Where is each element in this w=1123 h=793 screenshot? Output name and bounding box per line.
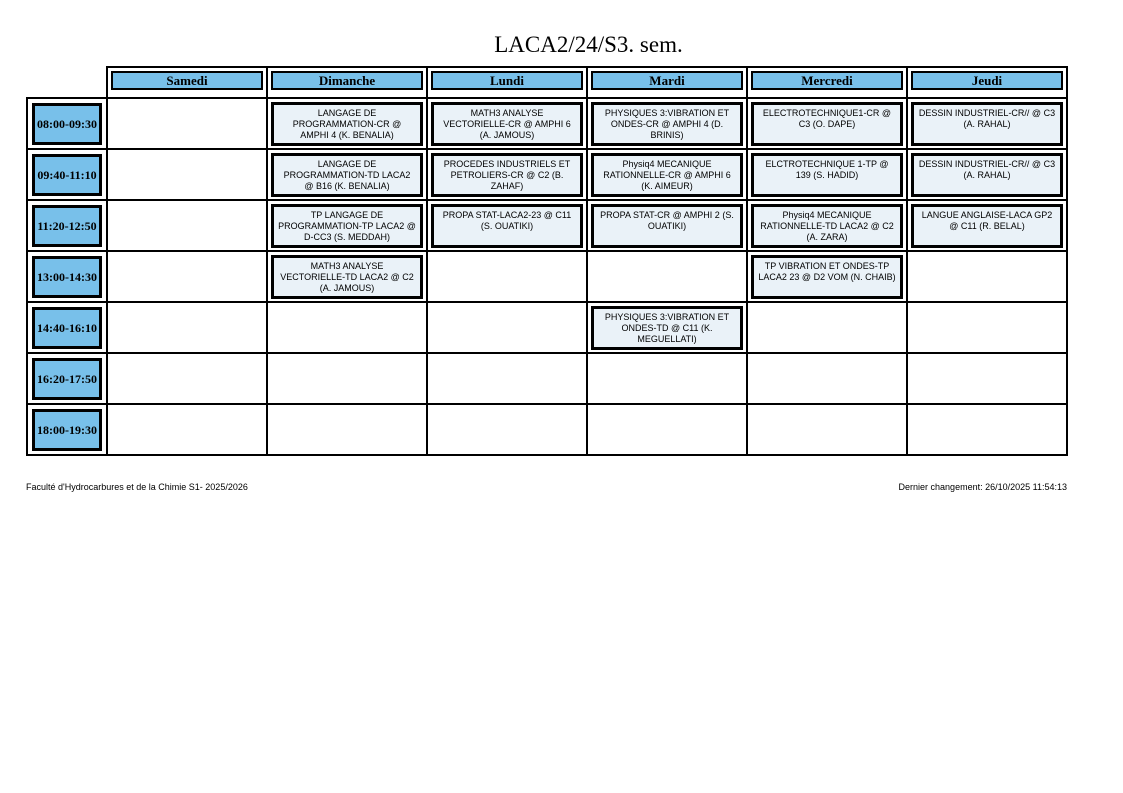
schedule-cell [747,353,907,404]
schedule-cell[interactable] [587,98,747,149]
course-entry[interactable]: LANGAGE DE PROGRAMMATION-TD LACA2 @ B16 (K. BENALIA) [271,153,423,197]
time-label: 09:40-11:10 [32,154,102,196]
time-slot-row [27,98,1067,149]
schedule-cell [747,404,907,455]
schedule-cell [107,302,267,353]
time-cell [27,98,107,149]
schedule-cell [907,404,1067,455]
time-cell [27,251,107,302]
schedule-cell[interactable] [427,98,587,149]
schedule-cell [107,353,267,404]
course-entry[interactable]: LANGUE ANGLAISE-LACA GP2 @ C11 (R. BELAL) [911,204,1063,248]
schedule-cell[interactable] [747,251,907,302]
schedule-cell[interactable] [267,251,427,302]
schedule-cell [587,251,747,302]
day-label: Samedi [111,71,263,90]
course-entry[interactable]: ELECTROTECHNIQUE1-CR @ C3 (O. DAPE) [751,102,903,146]
schedule-cell [107,251,267,302]
day-header-jeudi [907,67,1067,98]
time-label: 08:00-09:30 [32,103,102,145]
course-entry[interactable]: PHYSIQUES 3:VIBRATION ET ONDES-CR @ AMPHI 4 (D. BRINIS) [591,102,743,146]
time-cell [27,149,107,200]
schedule-cell[interactable] [747,98,907,149]
course-entry[interactable]: DESSIN INDUSTRIEL-CR// @ C3 (A. RAHAL) [911,102,1063,146]
day-label: Lundi [431,71,583,90]
schedule-cell[interactable] [907,98,1067,149]
course-entry[interactable]: DESSIN INDUSTRIEL-CR// @ C3 (A. RAHAL) [911,153,1063,197]
schedule-cell [907,302,1067,353]
course-entry[interactable]: MATH3 ANALYSE VECTORIELLE-TD LACA2 @ C2 (A. JAMOUS) [271,255,423,299]
time-slot-row [27,200,1067,251]
time-cell [27,200,107,251]
day-header-lundi [427,67,587,98]
course-entry[interactable]: TP VIBRATION ET ONDES-TP LACA2 23 @ D2 VOM (N. CHAIB) [751,255,903,299]
schedule-cell[interactable] [907,200,1067,251]
course-entry[interactable]: TP LANGAGE DE PROGRAMMATION-TP LACA2 @ D-CC3 (S. MEDDAH) [271,204,423,248]
schedule-cell[interactable] [427,200,587,251]
time-cell [27,404,107,455]
day-label: Jeudi [911,71,1063,90]
day-header-samedi [107,67,267,98]
course-entry[interactable]: PROPA STAT-LACA2-23 @ C11 (S. OUATIKI) [431,204,583,248]
time-cell [27,353,107,404]
time-label: 11:20-12:50 [32,205,102,247]
schedule-cell [747,302,907,353]
schedule-cell [107,404,267,455]
schedule-cell [427,302,587,353]
time-slot-row [27,353,1067,404]
day-label: Dimanche [271,71,423,90]
course-entry[interactable]: PROCEDES INDUSTRIELS ET PETROLIERS-CR @ C2 (B. ZAHAF) [431,153,583,197]
day-header-dimanche [267,67,427,98]
course-entry[interactable]: Physiq4 MECANIQUE RATIONNELLE-TD LACA2 @ C2 (A. ZARA) [751,204,903,248]
time-label: 16:20-17:50 [32,358,102,400]
schedule-cell[interactable] [267,200,427,251]
schedule-cell [427,353,587,404]
schedule-cell [107,98,267,149]
schedule-cell [267,353,427,404]
time-label: 14:40-16:10 [32,307,102,349]
schedule-cell [267,302,427,353]
day-header-row [27,67,1067,98]
schedule-cell[interactable] [587,149,747,200]
schedule-cell [587,404,747,455]
day-label: Mardi [591,71,743,90]
course-entry[interactable]: PROPA STAT-CR @ AMPHI 2 (S. OUATIKI) [591,204,743,248]
schedule-cell [267,404,427,455]
footer-last-change: Dernier changement: 26/10/2025 11:54:13 [898,482,1067,492]
schedule-cell[interactable] [747,200,907,251]
schedule-cell[interactable] [587,302,747,353]
schedule-cell [427,404,587,455]
schedule-cell[interactable] [267,98,427,149]
time-label: 13:00-14:30 [32,256,102,298]
course-entry[interactable]: Physiq4 MECANIQUE RATIONNELLE-CR @ AMPHI 6 (K. AIMEUR) [591,153,743,197]
schedule-cell [107,200,267,251]
timetable [26,66,1068,456]
corner-cell [27,67,107,98]
schedule-cell[interactable] [587,200,747,251]
schedule-cell [427,251,587,302]
day-header-mardi [587,67,747,98]
time-slot-row [27,251,1067,302]
course-entry[interactable]: MATH3 ANALYSE VECTORIELLE-CR @ AMPHI 6 (A. JAMOUS) [431,102,583,146]
schedule-cell [587,353,747,404]
footer-faculty: Faculté d'Hydrocarbures et de la Chimie S1- 2025/2026 [26,482,248,492]
time-slot-row [27,149,1067,200]
schedule-cell [907,353,1067,404]
course-entry[interactable]: PHYSIQUES 3:VIBRATION ET ONDES-TD @ C11 (K. MEGUELLATI) [591,306,743,350]
time-cell [27,302,107,353]
schedule-cell[interactable] [907,149,1067,200]
course-entry[interactable]: LANGAGE DE PROGRAMMATION-CR @ AMPHI 4 (K. BENALIA) [271,102,423,146]
day-header-mercredi [747,67,907,98]
page-title: LACA2/24/S3. sem. [494,32,683,57]
course-entry[interactable]: ELCTROTECHNIQUE 1-TP @ 139 (S. HADID) [751,153,903,197]
time-slot-row [27,302,1067,353]
schedule-cell[interactable] [267,149,427,200]
schedule-cell [907,251,1067,302]
schedule-cell[interactable] [427,149,587,200]
schedule-cell [107,149,267,200]
schedule-cell[interactable] [747,149,907,200]
time-slot-row [27,404,1067,455]
day-label: Mercredi [751,71,903,90]
time-label: 18:00-19:30 [32,409,102,451]
